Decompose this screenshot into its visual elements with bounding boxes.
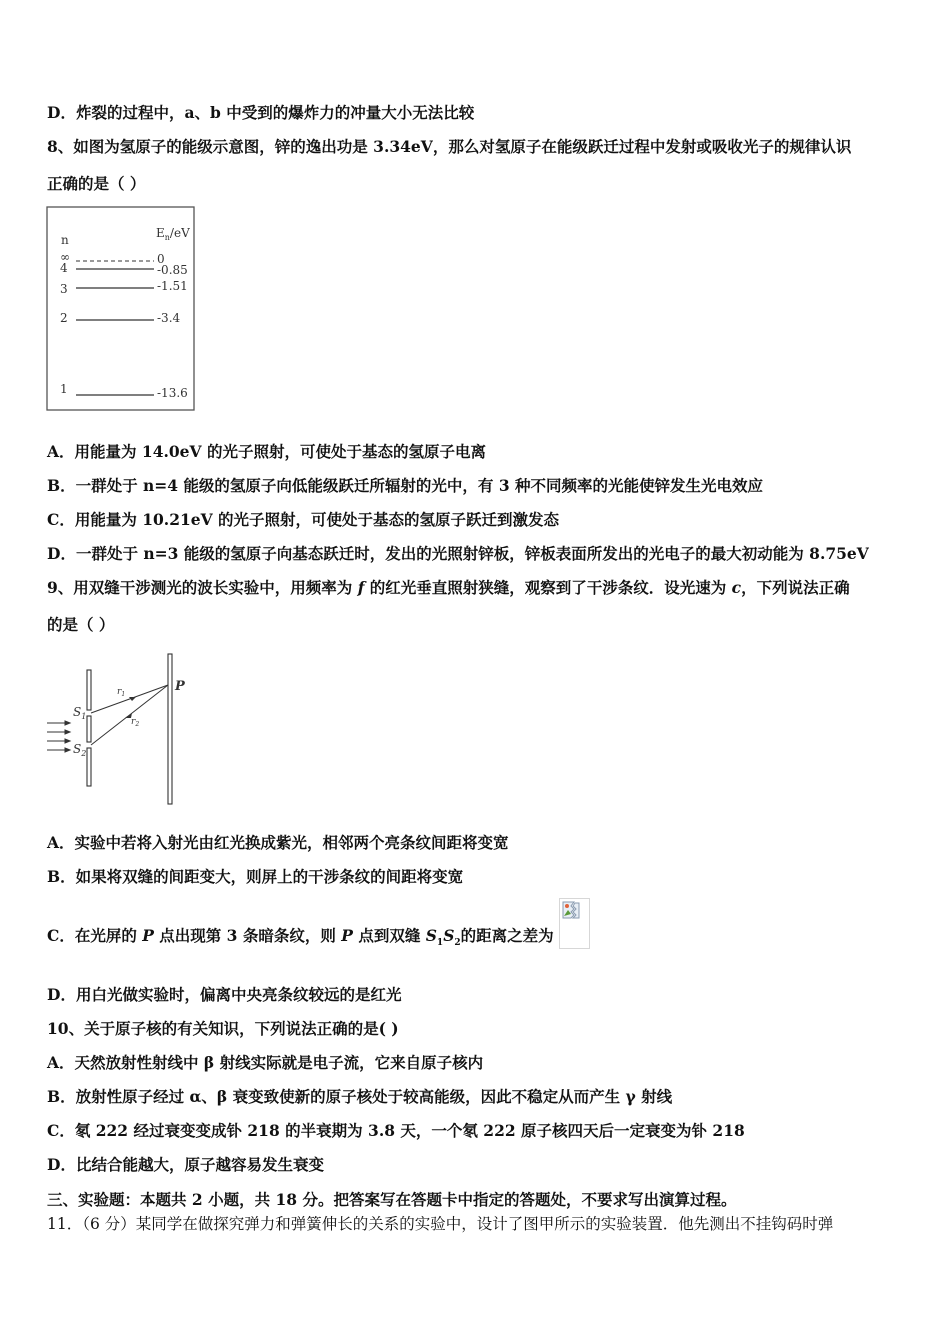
label-p: P <box>175 679 185 694</box>
screen <box>168 654 172 804</box>
q7-option-d: D．炸裂的过程中，a、b 中受到的爆炸力的冲量大小无法比较 <box>47 103 475 122</box>
label-r1: $r_1$ <box>117 687 126 698</box>
q10-option-d: D．比结合能越大，原子越容易发生衰变 <box>47 1155 324 1174</box>
axis-e-label: $E_n/eV$ <box>156 226 190 242</box>
q8-option-c: C．用能量为 10.21eV 的光子照射，可使处于基态的氢原子跃迁到激发态 <box>47 510 560 529</box>
incident-light-arrows <box>47 721 70 752</box>
q9-option-b: B．如果将双缝的间距变大，则屏上的干涉条纹的间距将变宽 <box>47 867 464 886</box>
q8-option-b: B．一群处于 n=4 能级的氢原子向低能级跃迁所辐射的光中，有 3 种不同频率的光能使锌发生光电效应 <box>47 476 764 495</box>
q9-option-d: D．用白光做实验时，偏离中央亮条纹较远的是红光 <box>47 985 402 1004</box>
q9-option-a: A．实验中若将入射光由红光换成紫光，相邻两个亮条纹间距将变宽 <box>47 833 509 852</box>
q8-option-a: A．用能量为 14.0eV 的光子照射，可使处于基态的氢原子电离 <box>47 442 486 461</box>
label-r2: $r_2$ <box>131 717 140 728</box>
level-n-4: 4 <box>60 261 68 275</box>
q10-stem: 10、关于原子核的有关知识，下列说法正确的是( ) <box>47 1019 399 1038</box>
q9-stem-line2: 的是（ ） <box>47 615 115 634</box>
broken-image-icon <box>559 898 590 949</box>
level-e-infinity: 0 <box>157 252 165 266</box>
q9-stem-line1: 9、用双缝干涉测光的波长实验中，用频率为 f 的红光垂直照射狭缝，观察到了干涉条纹．设光速为 c，下列说法正确 <box>47 578 850 597</box>
level-e-4: -0.85 <box>157 263 188 277</box>
q8-option-d: D．一群处于 n=3 能级的氢原子向基态跃迁时，发出的光照射锌板，锌板表面所发出的光电子的最大初动能为 8.75eV <box>47 544 869 563</box>
level-n-2: 2 <box>60 311 68 325</box>
level-n-1: 1 <box>60 382 68 396</box>
slit-plate <box>87 670 91 786</box>
level-e-2: -3.4 <box>157 311 181 325</box>
double-slit-diagram <box>44 650 194 808</box>
ray-r1 <box>91 685 168 713</box>
level-n-infinity: ∞ <box>60 250 70 264</box>
q8-stem-line1: 8、如图为氢原子的能级示意图，锌的逸出功是 3.34eV，那么对氢原子在能级跃迁过程中发射或吸收光子的规律认识 <box>47 137 852 156</box>
q10-option-c: C．氡 222 经过衰变变成钋 218 的半衰期为 3.8 天，一个氡 222 原子核四天后一定衰变为钋 218 <box>47 1121 745 1140</box>
q9-option-c: C．在光屏的 P 点出现第 3 条暗条纹，则 P 点到双缝 $S_1S_2$的距离之差为 <box>47 926 554 949</box>
q10-option-b: B．放射性原子经过 α、β 衰变致使新的原子核处于较高能级，因此不稳定从而产生 γ 射线 <box>47 1087 673 1106</box>
q8-stem-line2: 正确的是（ ） <box>47 174 146 193</box>
q11-stem: 11．（6 分）某同学在做探究弹力和弹簧伸长的关系的实验中，设计了图甲所示的实验装置．他先测出不挂钩码时弹 <box>47 1215 834 1233</box>
level-n-3: 3 <box>60 282 68 296</box>
label-s2: $S_2$ <box>73 742 87 758</box>
label-s1: $S_1$ <box>73 705 87 721</box>
level-e-3: -1.51 <box>157 279 188 293</box>
energy-level-diagram <box>46 206 196 412</box>
section3-heading: 三、实验题：本题共 2 小题，共 18 分。把答案写在答题卡中指定的答题处，不要求写出演算过程。 <box>47 1190 737 1209</box>
axis-n-label: n <box>61 233 69 247</box>
level-e-1: -13.6 <box>157 386 188 400</box>
q10-option-a: A．天然放射性射线中 β 射线实际就是电子流，它来自原子核内 <box>47 1053 484 1072</box>
